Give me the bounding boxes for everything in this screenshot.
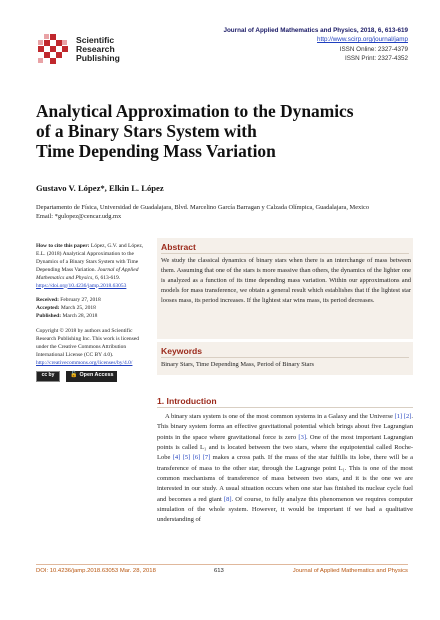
- citation-ref[interactable]: [5]: [182, 454, 191, 462]
- citation-ref[interactable]: [7]: [202, 454, 211, 462]
- footer-doi: DOI: 10.4236/jamp.2018.63053 Mar. 28, 2018: [36, 568, 156, 574]
- citation-ref[interactable]: [6]: [192, 454, 201, 462]
- intro-text: . Of course, to fully analyze this phenomenon we requires computer simulation of the whole system. However, it would be important if we had a qualitative understanding of: [157, 495, 414, 524]
- journal-header: [36, 26, 408, 76]
- published-label: Published:: [36, 313, 62, 320]
- cc-by-badge[interactable]: cc by: [36, 371, 60, 382]
- email: Email: *gulopez@cencar.udg.mx: [36, 213, 122, 220]
- open-lock-icon: 🔓: [70, 372, 78, 379]
- citation-ref[interactable]: [3]: [298, 433, 307, 441]
- journal-citation-line: Journal of Applied Mathematics and Physics, 2018, 6, 613-619: [223, 27, 408, 34]
- footer-journal: Journal of Applied Mathematics and Physics: [292, 568, 408, 574]
- scirp-logo-icon: [36, 32, 72, 68]
- paper-title: [36, 102, 416, 161]
- cite-journal: Journal of Applied Mathematics and Physics: [36, 266, 139, 281]
- citation-ref[interactable]: [2]: [403, 413, 412, 420]
- section-heading-introduction: 1. Introduction: [157, 396, 217, 406]
- journal-url-link[interactable]: http://www.scirp.org/journal/jamp: [317, 36, 408, 44]
- footer-divider: [36, 564, 408, 565]
- license-link[interactable]: http://creativecommons.org/licenses/by/4.0/: [36, 359, 133, 366]
- logo-text: [76, 36, 120, 64]
- citation-ref[interactable]: [8]: [223, 495, 232, 503]
- logo-line: Research: [76, 44, 115, 55]
- license-badges: [36, 371, 146, 382]
- section-divider: [157, 407, 413, 408]
- introduction-paragraph: [157, 412, 413, 526]
- intro-text: A binary stars system is one of the most common systems in a Galaxy and the Universe: [165, 413, 395, 420]
- keywords-divider: [161, 357, 409, 358]
- issn-print: ISSN Print: 2327-4352: [344, 54, 408, 62]
- citation-block: [36, 243, 146, 290]
- page-number: 613: [214, 568, 224, 574]
- page-footer: [36, 568, 408, 578]
- keywords-box: [157, 342, 413, 375]
- abstract-heading: Abstract: [161, 242, 196, 252]
- issn-online: ISSN Online: 2327-4379: [339, 45, 408, 53]
- citation-ref[interactable]: [4]: [172, 454, 181, 462]
- keywords-text: Binary Stars, Time Depending Mass, Period of Binary Stars: [161, 361, 315, 368]
- abstract-box: [157, 238, 413, 339]
- received-row: [36, 297, 146, 305]
- publisher-logo[interactable]: [36, 32, 156, 72]
- received-label: Received:: [36, 297, 59, 304]
- title-line: Time Depending Mass Variation: [36, 140, 276, 161]
- received-date: February 27, 2018: [60, 297, 101, 304]
- copyright-block: [36, 328, 146, 382]
- title-line: Analytical Approximation to the Dynamics: [36, 101, 354, 121]
- accepted-date: March 25, 2018: [60, 305, 96, 312]
- citation-ref[interactable]: [1]: [394, 413, 403, 420]
- logo-line: Scientific: [76, 35, 115, 45]
- copyright-text: Copyright © 2018 by authors and Scientific Research Publishing Inc. This work is licensed under the Creative Commons Attribution International License (CC BY 4.0).: [36, 328, 140, 358]
- published-date: March 28, 2018: [62, 313, 98, 320]
- affiliation: Departamento de Física, Universidad de Guadalajara, Blvd. Marcelino García Barragan y Calzada Olímpica, Guadalajara, Mexico: [36, 204, 370, 211]
- intro-text: . One of the most important Lagrangian points is called L₁ and is located between the two stars, where the equipotential called Roche-Lobe: [157, 433, 413, 462]
- affiliation-block: [36, 203, 416, 221]
- published-row: [36, 313, 146, 321]
- accepted-row: [36, 305, 146, 313]
- keywords-heading: Keywords: [161, 346, 203, 356]
- author-list: Gustavo V. López*, Elkin L. López: [36, 183, 164, 193]
- intro-text: . This binary system forms an effective gravitational potential which brings about five Lagrangian points in the space where gravitational force is zero: [157, 413, 413, 441]
- intro-text: makes a cross path. If the mass of the star fulfills its lobe, there will be a transference of mass to the other star, through the Lagrange point L₁. This is one of the most common mechanisms of transference of mass between two stars, and it is the one we are interested in our study. A usual situation occurs when one star has finished its nuclear cycle fuel and becomes a red giant: [157, 454, 413, 503]
- open-access-badge[interactable]: [66, 371, 117, 382]
- cite-label: How to cite this paper:: [36, 243, 90, 249]
- dates-block: [36, 297, 146, 321]
- title-line: of a Binary Stars System with: [36, 120, 257, 141]
- cite-text: López, G.V. and López, E.L. (2018) Analytical Approximation to the Dynamics of a Binary Stars System with Time Depending Mass Variation.: [36, 243, 144, 273]
- logo-line: Publishing: [76, 53, 120, 64]
- article-info-sidebar: [36, 243, 146, 389]
- abstract-text: We study the classical dynamics of binary stars when there is an interchange of mass between them. Assuming that one of the stars is more massive than others, the dynamics of the lighter one is analyzed as a function of its time depending mass variation. Within our approximations and models for mass transference, we obtain a general result which establishes that if the lightest star looses mass, its period increases. If the lightest star wins mass, its period decreases.: [161, 257, 411, 304]
- accepted-label: Accepted:: [36, 305, 60, 312]
- journal-info: [223, 26, 408, 63]
- cite-tail: , 6, 613-619.: [92, 274, 121, 281]
- cite-doi-link[interactable]: https://doi.org/10.4236/jamp.2018.63053: [36, 282, 127, 289]
- abstract-divider: [161, 253, 409, 254]
- open-access-label: Open Access: [79, 372, 114, 379]
